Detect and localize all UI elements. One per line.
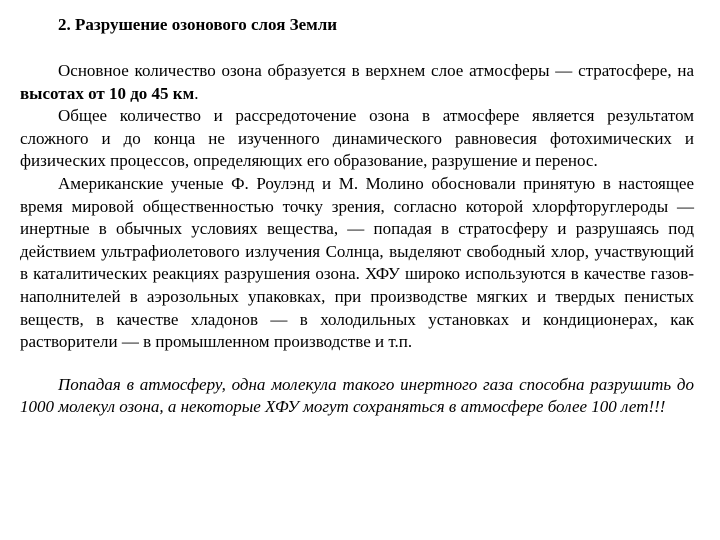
italic-emphasis-paragraph: Попадая в атмосферу, одна молекула такого инертного газа способна разрушить до 1000 молекул озона, а некоторые ХФУ могут сохраняться в атмосфере более 100 лет!!! xyxy=(20,374,694,417)
paragraph-cfc-theory: Американские ученые Ф. Роулэнд и М. Молино обосновали принятую в настоящее время мировой общественностью точку зрения, согласно которой хлорфторуглероды — инертные в обычных условиях вещества, — попадая в стратосферу и разрушаясь под действием ультрафиолетового излучения Солнца, выделяют свободный хлор, участвующий в каталитических реакциях разрушения озона. ХФУ широко используются в качестве газов-наполнителей в аэрозольных упаковках, при производстве мягких и твердых пенистых веществ, в качестве хладонов — в холодильных установках и кондиционерах, как растворители — в промышленном производстве и т.п. xyxy=(20,173,694,352)
paragraph-text-end: . xyxy=(194,83,199,103)
document-page xyxy=(20,12,694,419)
paragraph-ozone-equilibrium: Общее количество и рассредоточение озона в атмосфере является результатом сложного и до конца не изученного динамического равновесия фотохимических и физических процессов, определяющих его образование, разрушение и перенос. xyxy=(20,106,694,171)
section-heading: 2. Разрушение озонового слоя Земли xyxy=(58,15,338,34)
paragraph-text: Основное количество озона образуется в верхнем слое атмосферы — стратосфере, на xyxy=(58,61,694,80)
paragraph-ozone-altitude xyxy=(20,60,694,105)
bold-altitude-range: высотах от 10 до 45 км xyxy=(20,83,195,103)
